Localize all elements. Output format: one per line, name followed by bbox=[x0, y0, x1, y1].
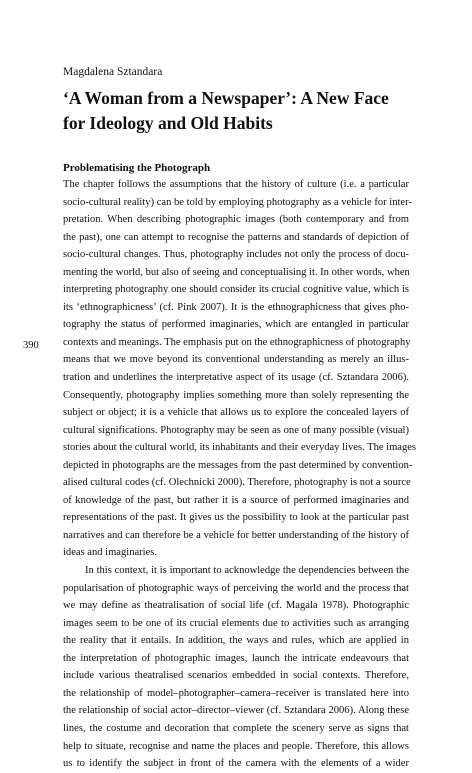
chapter-title-line: for Ideology and Old Habits bbox=[63, 113, 273, 133]
body-line: representations of the past. It gives us the possibility to look at the particular past bbox=[63, 512, 409, 524]
body-line: socio-cultural reality) can be told by employing photography as a vehicle for inter- bbox=[63, 196, 412, 208]
page-number: 390 bbox=[23, 340, 39, 351]
body-line: pretation. When describing photographic images (both contemporary and from bbox=[63, 214, 409, 226]
body-line: menting the world, but also of seeing and conceptualising it. In other words, when bbox=[63, 266, 410, 278]
body-line: narratives and can therefore be a vehicle for better understanding of the history of bbox=[63, 529, 409, 541]
body-line: socio-cultural changes. Thus, photography includes not only the process of docu- bbox=[63, 249, 409, 261]
body-line: popularisation of photographic ways of perceiving the world and the process that bbox=[63, 582, 409, 594]
body-line: cultural significations. Photography may be seen as one of many possible (visual) bbox=[63, 424, 409, 436]
section-heading: Problematising the Photograph bbox=[63, 162, 211, 174]
body-line: the reality that it entails. In addition, the ways and rules, which are applied in bbox=[63, 635, 409, 647]
body-line: subject or object; it is a vehicle that allows us to explore the concealed layers of bbox=[63, 407, 409, 419]
body-line: depicted in photographs are the messages from the past determined by convention- bbox=[63, 459, 413, 471]
body-line: of knowledge of the past, but rather it is a source of performed imaginaries and bbox=[63, 494, 409, 506]
body-line: tography the status of performed imaginaries, which are entangled in particular bbox=[63, 319, 409, 331]
body-line: the interpretation of photographic images, launch the intricate endeavours that bbox=[63, 652, 409, 664]
body-line: the relationship of social actor–director–viewer (cf. Sztandara 2006). Along these bbox=[63, 705, 409, 717]
body-line: ideas and imaginaries. bbox=[63, 547, 158, 559]
body-line: its ‘ethnographicness’ (cf. Pink 2007). It is the ethnographicness that gives pho- bbox=[63, 301, 409, 313]
body-line: tration and underlines the interpretative aspect of its usage (cf. Sztandara 2006). bbox=[63, 372, 409, 384]
body-line: the relationship of model–photographer–camera–receiver is translated here into bbox=[63, 687, 409, 699]
body-line: stories about the cultural world, its inhabitants and their everyday lives. The images bbox=[63, 442, 417, 454]
body-line: images seem to be one of its crucial elements due to activities such as arranging bbox=[63, 617, 409, 629]
body-text bbox=[63, 176, 417, 773]
body-line: us to identify the subject in front of the camera with the elements of a wider bbox=[63, 758, 409, 770]
body-line: lines, the costume and decoration that complete the scenery serve as signs that bbox=[63, 722, 409, 734]
body-line: the past), one can attempt to recognise the patterns and standards of depiction of bbox=[63, 231, 409, 243]
body-line: Consequently, photography implies something more than solely representing the bbox=[63, 389, 409, 401]
chapter-title bbox=[63, 86, 423, 136]
body-line: alised cultural codes (cf. Olechnicki 2000). Therefore, photography is not a source bbox=[63, 477, 411, 489]
body-line: interpreting photography one should consider its crucial cognitive value, which is bbox=[63, 284, 409, 296]
body-line: In this context, it is important to acknowledge the dependencies between the bbox=[85, 565, 409, 577]
body-line: The chapter follows the assumptions that the history of culture (i.e. a particular bbox=[63, 179, 409, 190]
body-line: help to situate, recognise and name the places and people. Therefore, this allows bbox=[63, 740, 409, 752]
body-line: means that we move beyond its conventional understanding as merely an illus- bbox=[63, 354, 409, 366]
author-name: Magdalena Sztandara bbox=[63, 66, 163, 78]
body-line: we may define as theatralisation of social life (cf. Magala 1978). Photographic bbox=[63, 600, 409, 612]
chapter-title-line: ‘A Woman from a Newspaper’: A New Face bbox=[63, 88, 389, 108]
body-line: include various theatralised scenarios embedded in social contexts. Therefore, bbox=[63, 670, 409, 682]
body-line: contexts and meanings. The emphasis put on the ethnographicness of photography bbox=[63, 336, 411, 348]
